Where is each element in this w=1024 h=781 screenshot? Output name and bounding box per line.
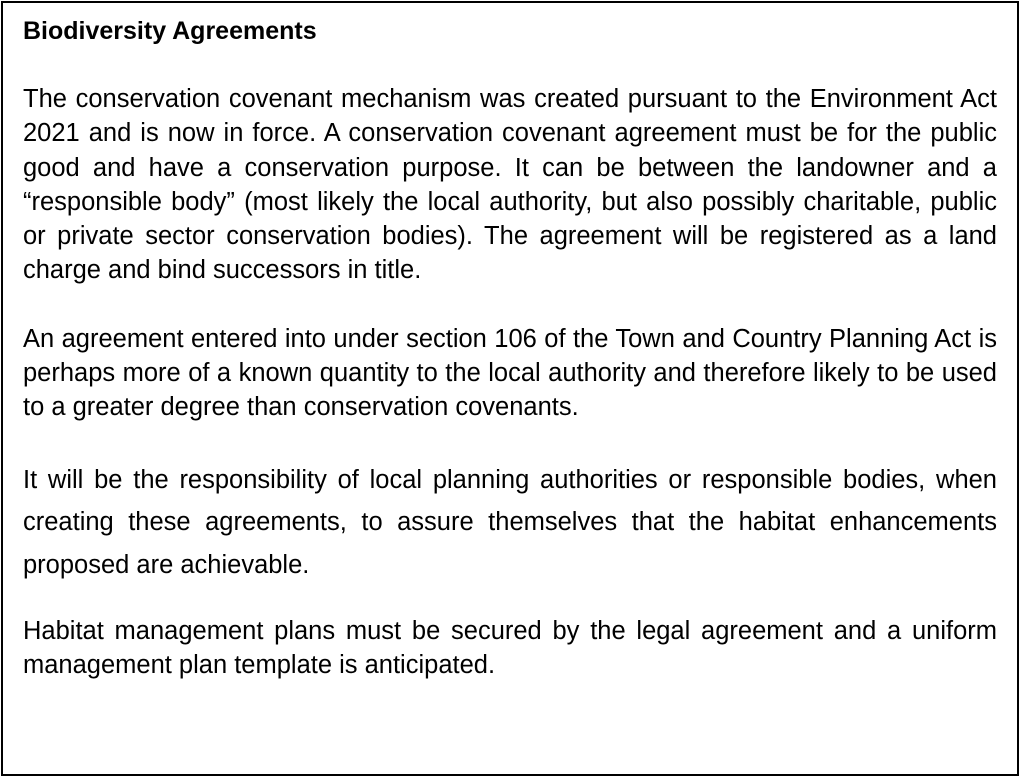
- paragraph-management-plans: Habitat management plans must be secured by the legal agreement and a uniform management plan template is anticipated.: [23, 617, 997, 680]
- section-heading: Biodiversity Agreements: [23, 17, 317, 45]
- paragraph-conservation-covenants: The conservation covenant mechanism was created pursuant to the Environment Act 2021 and is now in force. A conservation covenant agreement must be for the public good and have a conservation purpose. It can be between the landowner and a “responsible body” (most likely the local authority, but also possibly charitable, public or private sector conservation bodies). The agreement will be registered as a land charge and bind successors in title.: [23, 85, 997, 285]
- paragraph-responsibility: It will be the responsibility of local planning authorities or responsible bodies, when creating these agreements, to assure themselves that the habitat enhancements proposed are achievable.: [23, 465, 997, 579]
- paragraph-section-106: An agreement entered into under section 106 of the Town and Country Planning Act is perhaps more of a known quantity to the local authority and therefore likely to be used to a greater degree than conservation covenants.: [23, 324, 997, 422]
- document-box: [1, 1, 1019, 776]
